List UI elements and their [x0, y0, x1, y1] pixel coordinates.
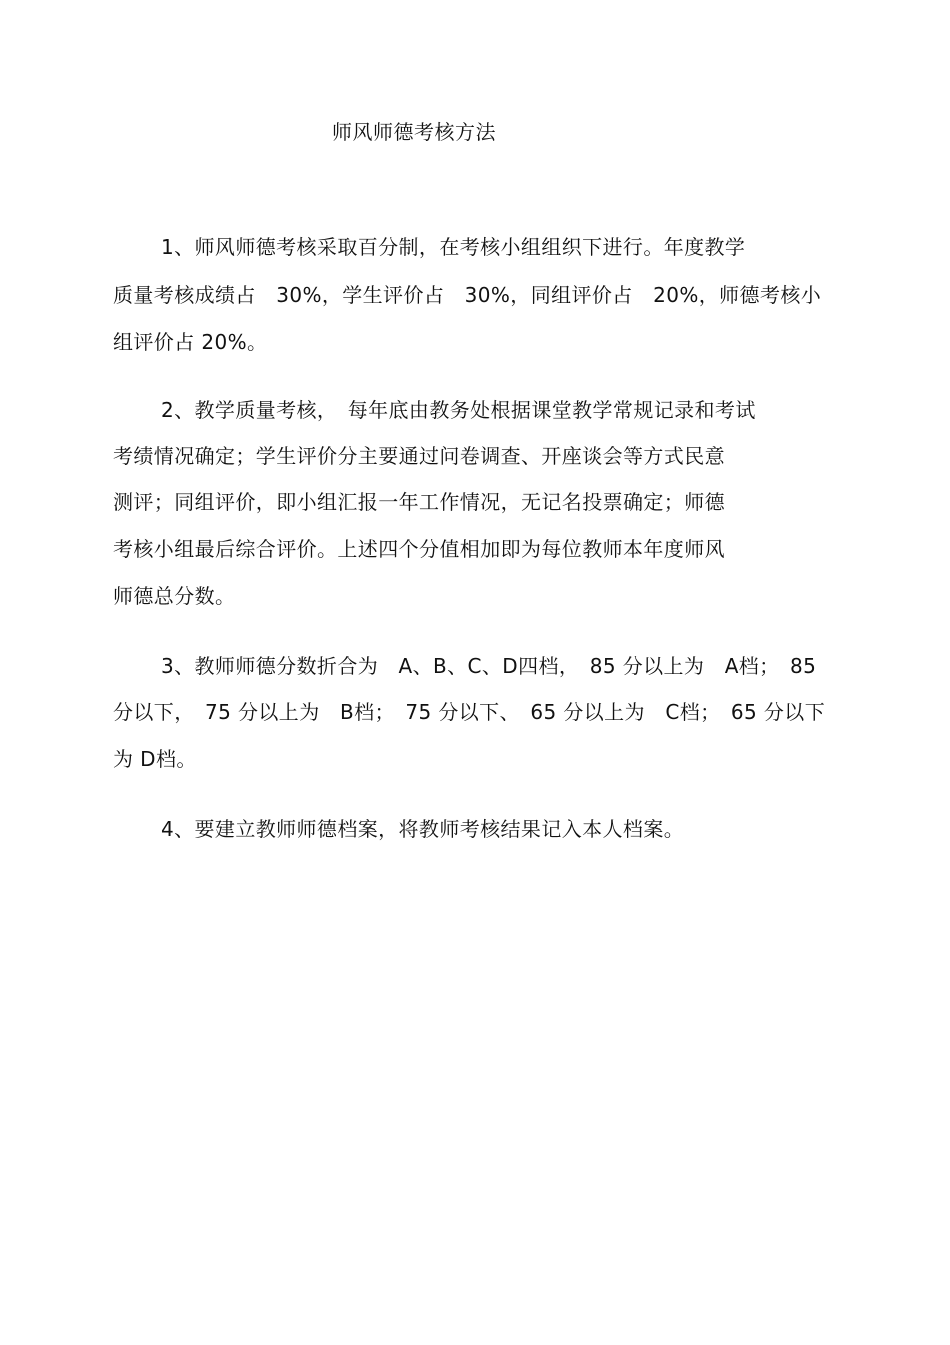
document-title: 师风师德考核方法	[332, 120, 496, 144]
paragraph-line: 测评；同组评价，即小组汇报一年工作情况，无记名投票确定；师德	[113, 490, 725, 514]
paragraph-line: 4、要建立教师师德档案，将教师考核结果记入本人档案。	[161, 817, 685, 841]
paragraph-line: 组评价占 20%。	[113, 330, 268, 354]
paragraph-line: 分以下， 75 分以上为 B档； 75 分以下、 65 分以上为 C档； 65 分以下	[113, 700, 826, 724]
paragraph-line: 为 D档。	[113, 747, 197, 771]
paragraph-line: 考绩情况确定；学生评价分主要通过问卷调查、开座谈会等方式民意	[113, 444, 725, 468]
paragraph-line: 质量考核成绩占 30%，学生评价占 30%，同组评价占 20%，师德考核小	[113, 283, 822, 307]
paragraph-line: 2、教学质量考核， 每年底由教务处根据课堂教学常规记录和考试	[161, 398, 756, 422]
paragraph-line: 3、教师师德分数折合为 A、B、C、D四档， 85 分以上为 A档； 85	[161, 654, 817, 678]
paragraph-line: 考核小组最后综合评价。上述四个分值相加即为每位教师本年度师风	[113, 537, 725, 561]
paragraph-line: 师德总分数。	[113, 584, 236, 608]
paragraph-line: 1、师风师德考核采取百分制，在考核小组组织下进行。年度教学	[161, 235, 746, 259]
